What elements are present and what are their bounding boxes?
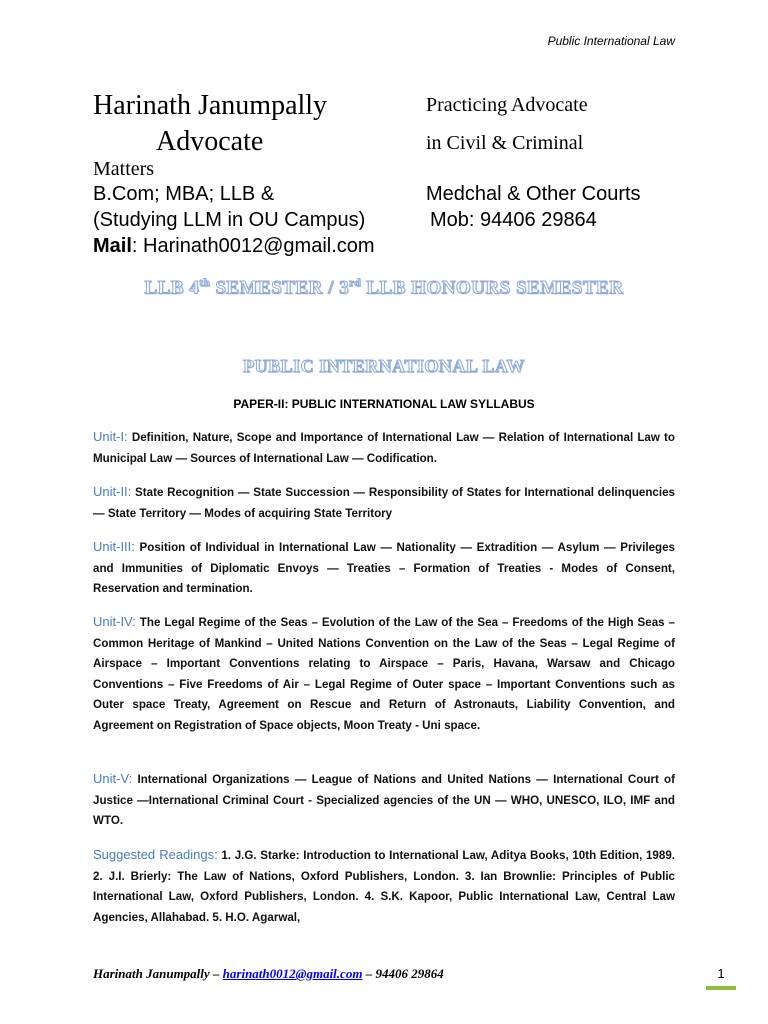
unit-label: Unit-III: (93, 539, 135, 554)
author-title: Advocate (156, 126, 264, 157)
unit-2 (93, 482, 675, 524)
unit-label: Unit-II: (93, 484, 132, 499)
author-mail (93, 235, 375, 258)
readings-label: Suggested Readings: (93, 847, 218, 862)
semester-part-1: LLB 4 (144, 277, 200, 299)
semester-sup-2: rd (349, 277, 362, 289)
running-header: Public International Law (547, 34, 675, 48)
author-name: Harinath Janumpally (93, 90, 328, 121)
readings-text: 1. J.G. Starke: Introduction to International Law, Aditya Books, 10th Edition, 1989. 2. J.I. Brierly: The Law of Nations, Oxford Publishers, London. 3. Ian Brownlie: Principles of Public International Law, Oxford Publishers, London. 4. S.K. Kapoor, Public International Law, Central Law Agencies, Allahabad. 5. H.O. Agarwal, (93, 849, 675, 924)
unit-text: International Organizations — League of Nations and United Nations — International Court of Justice —International Criminal Court - Specialized agencies of the UN — WHO, UNESCO, ILO, IMF and WTO. (93, 773, 675, 827)
unit-4 (93, 612, 675, 736)
author-studying: (Studying LLM in OU Campus) (93, 209, 366, 231)
unit-label: Unit-IV: (93, 614, 136, 629)
subject-title: PUBLIC INTERNATIONAL LAW (243, 356, 525, 376)
semester-part-3: LLB HONOURS SEMESTER (361, 277, 624, 299)
unit-5 (93, 769, 675, 832)
unit-text: The Legal Regime of the Seas – Evolution of the Law of the Sea – Freedoms of the High Seas – Common Heritage of Mankind – United Nations Convention on the Law of the Seas – Legal Regime of Airspace – Important Conventions relating to Airspace – Paris, Havana, Warsaw and Chicago Conventions – Five Freedoms of Air – Legal Regime of Outer space – Important Conventions such as Outer space Treaty, Agreement on Rescue and Return of Astronauts, Liability Convention, and Agreement on Registration of Space objects, Moon Treaty - Uni space. (93, 616, 675, 732)
semester-heading (0, 277, 768, 299)
semester-sup-1: th (199, 277, 211, 289)
semester-part-2: SEMESTER / 3 (210, 277, 350, 299)
page-footer (93, 966, 444, 982)
unit-label: Unit-V: (93, 771, 133, 786)
footer-name: Harinath Janumpally – (93, 966, 223, 981)
footer-phone: – 94406 29864 (362, 966, 444, 981)
practice-line-3: Matters (93, 158, 155, 180)
author-mobile: Mob: 94406 29864 (430, 209, 597, 231)
unit-3 (93, 537, 675, 600)
unit-text: Position of Individual in International Law — Nationality — Extradition — Asylum — Privileges and Immunities of Diplomatic Envoys — Treaties – Formation of Treaties - Modes of Consent, Reservation and termination. (93, 541, 675, 595)
mail-value: : Harinath0012@gmail.com (131, 235, 375, 257)
practice-line-1: Practicing Advocate (426, 94, 588, 116)
unit-label: Unit-I: (93, 429, 128, 444)
page-number: 1 (706, 962, 736, 990)
unit-text: Definition, Nature, Scope and Importance of International Law — Relation of International Law to Municipal Law — Sources of International Law — Codification. (93, 431, 675, 465)
unit-1 (93, 427, 675, 469)
practice-line-2: in Civil & Criminal (426, 132, 584, 154)
suggested-readings (93, 845, 675, 928)
author-courts: Medchal & Other Courts (426, 183, 641, 205)
author-degrees: B.Com; MBA; LLB & (93, 183, 275, 205)
mail-label: Mail (93, 235, 132, 257)
syllabus-title: PAPER-II: PUBLIC INTERNATIONAL LAW SYLLABUS (233, 397, 535, 411)
footer-email-link[interactable]: harinath0012@gmail.com (222, 966, 363, 981)
unit-text: State Recognition — State Succession — Responsibility of States for International delinquencies — State Territory — Modes of acquiring State Territory (93, 486, 675, 520)
